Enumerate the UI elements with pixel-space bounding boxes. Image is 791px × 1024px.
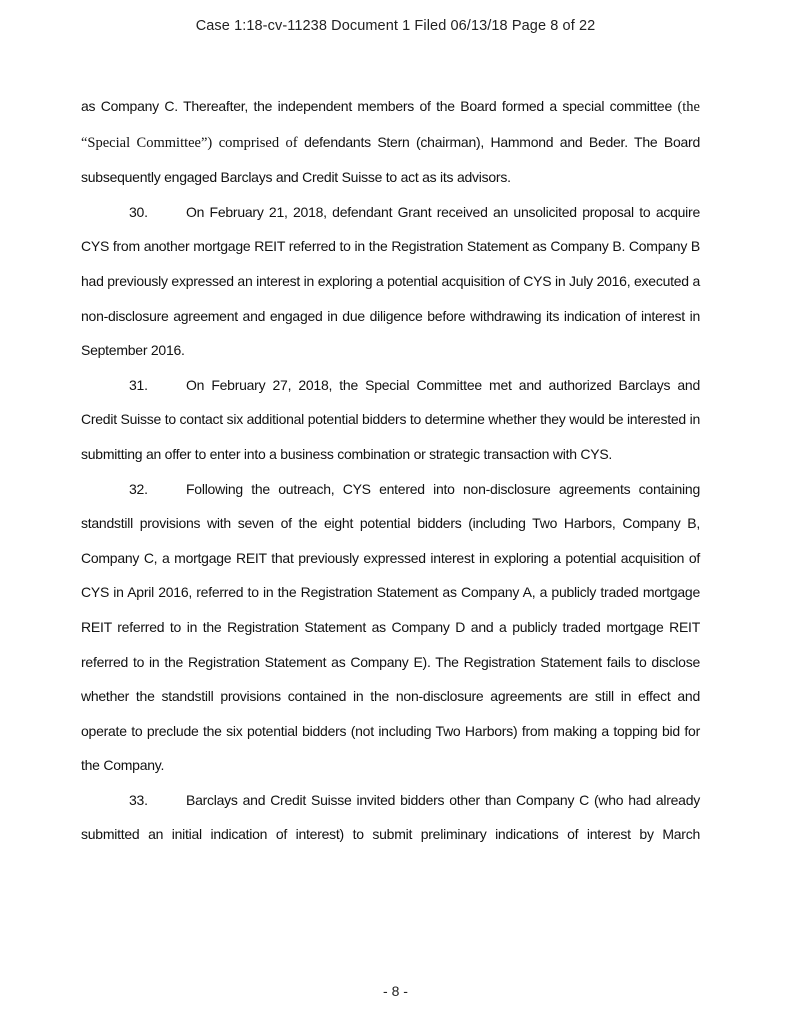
paragraph-number: 31. <box>129 376 148 393</box>
case-header: Case 1:18-cv-11238 Document 1 Filed 06/13/18 Page 8 of 22 <box>195 18 596 34</box>
paragraph-text: On February 27, 2018, the Special Committee met and authorized Barclays and Credit Suisse to contact six additional potential bidders to determine whether they would be interested in submitting an offer to enter into a business combination or strategic transaction with CYS. <box>81 376 700 462</box>
paragraph-text: Following the outreach, CYS entered into non-disclosure agreements containing standstill provisions with seven of the eight potential bidders (including Two Harbors, Company B, Company C, a mortgage REIT that previously expressed interest in exploring a potential acquisition of CYS in April 2016, referred to in the Registration Statement as Company A, a publicly traded mortgage REIT referred to in the Registration Statement as Company D and a publicly traded mortgage REIT referred to in the Registration Statement as Company E). The Registration Statement fails to disclose whether the standstill provisions contained in the non-disclosure agreements are still in effect and operate to preclude the six potential bidders (not including Two Harbors) from making a topping bid for the Company. <box>81 480 700 774</box>
document-body <box>81 89 700 852</box>
paragraph-text: defendants Stern (chairman), Hammond and Beder. The Board subsequently engaged Barclays and Credit Suisse to act as its advisors. <box>81 133 700 186</box>
paragraph-continuation <box>81 89 700 195</box>
paragraph-32 <box>81 472 700 783</box>
paragraph-31 <box>81 368 700 472</box>
page-number: - 8 - <box>383 983 408 999</box>
paragraph-number: 30. <box>129 203 148 220</box>
paragraph-33 <box>81 783 700 852</box>
paragraph-number: 33. <box>129 791 148 808</box>
paragraph-text: On February 21, 2018, defendant Grant received an unsolicited proposal to acquire CYS from another mortgage REIT referred to in the Registration Statement as Company B. Company B had previously expressed an interest in exploring a potential acquisition of CYS in July 2016, executed a non-disclosure agreement and engaged in due diligence before withdrawing its indication of interest in September 2016. <box>81 203 700 359</box>
paragraph-text-serif: (the “Special Committee”) comprised of <box>81 99 700 151</box>
paragraph-text: as Company C. Thereafter, the independent members of the Board formed a special committee <box>81 98 678 114</box>
paragraph-number: 32. <box>129 480 148 497</box>
paragraph-30 <box>81 195 700 368</box>
paragraph-text: Barclays and Credit Suisse invited bidders other than Company C (who had already submitted an initial indication of interest) to submit preliminary indications of interest by March <box>81 791 700 843</box>
